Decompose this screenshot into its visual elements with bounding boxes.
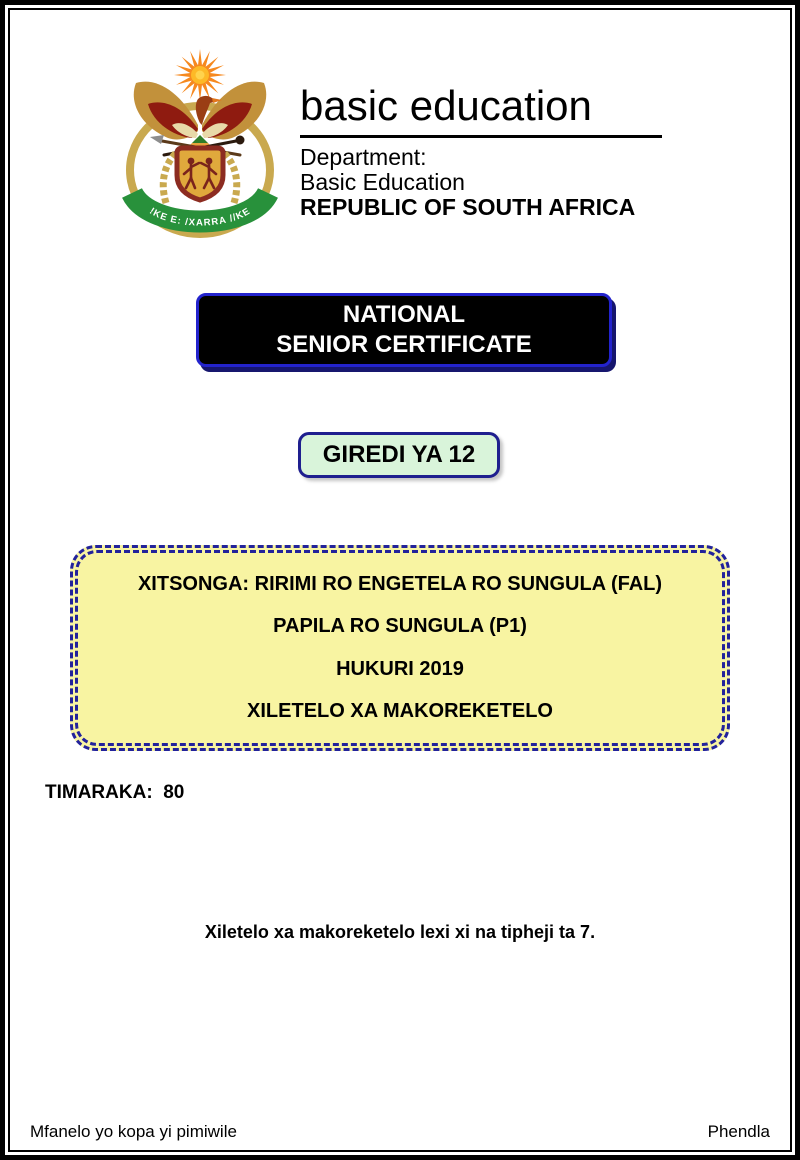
grade-badge-label: GIREDI YA 12 [322, 441, 476, 468]
shield-icon [177, 148, 223, 200]
page-count-note: Xiletelo xa makoreketelo lexi xi na tipheji ta 7. [204, 922, 596, 942]
certificate-banner [196, 293, 612, 367]
document-type: XILETELO XA MAKOREKETELO [247, 700, 553, 723]
total-marks-label: TIMARAKA: 80 [45, 782, 185, 803]
certificate-banner-line2: SENIOR CERTIFICATE [276, 331, 532, 358]
department-wordmark [300, 84, 662, 220]
emblem-motto-text: !KE E: /XARRA //KE [147, 205, 253, 229]
wordmark-dept-label: Department: [300, 144, 427, 171]
paper-title: PAPILA RO SUNGULA (P1) [273, 615, 527, 638]
grade-badge [298, 432, 500, 478]
wordmark-country: REPUBLIC OF SOUTH AFRICA [300, 194, 636, 221]
sun-icon [174, 49, 226, 101]
coat-of-arms-logo [120, 43, 280, 247]
turn-over-label: Phendla [707, 1122, 770, 1141]
wordmark-title: basic education [300, 84, 662, 138]
exam-session: HUKURI 2019 [336, 657, 464, 680]
subject-box-inner [75, 550, 725, 746]
copyright-notice: Mfanelo yo kopa yi pimiwile [30, 1122, 237, 1141]
subject-title: XITSONGA: RIRIMI RO ENGETELA RO SUNGULA (FAL) [137, 572, 663, 595]
footer [30, 1122, 770, 1142]
subject-box [70, 545, 730, 751]
wordmark-dept-name: Basic Education [300, 169, 465, 196]
certificate-banner-line1: NATIONAL [342, 301, 466, 328]
page-inner-border [8, 8, 792, 1152]
